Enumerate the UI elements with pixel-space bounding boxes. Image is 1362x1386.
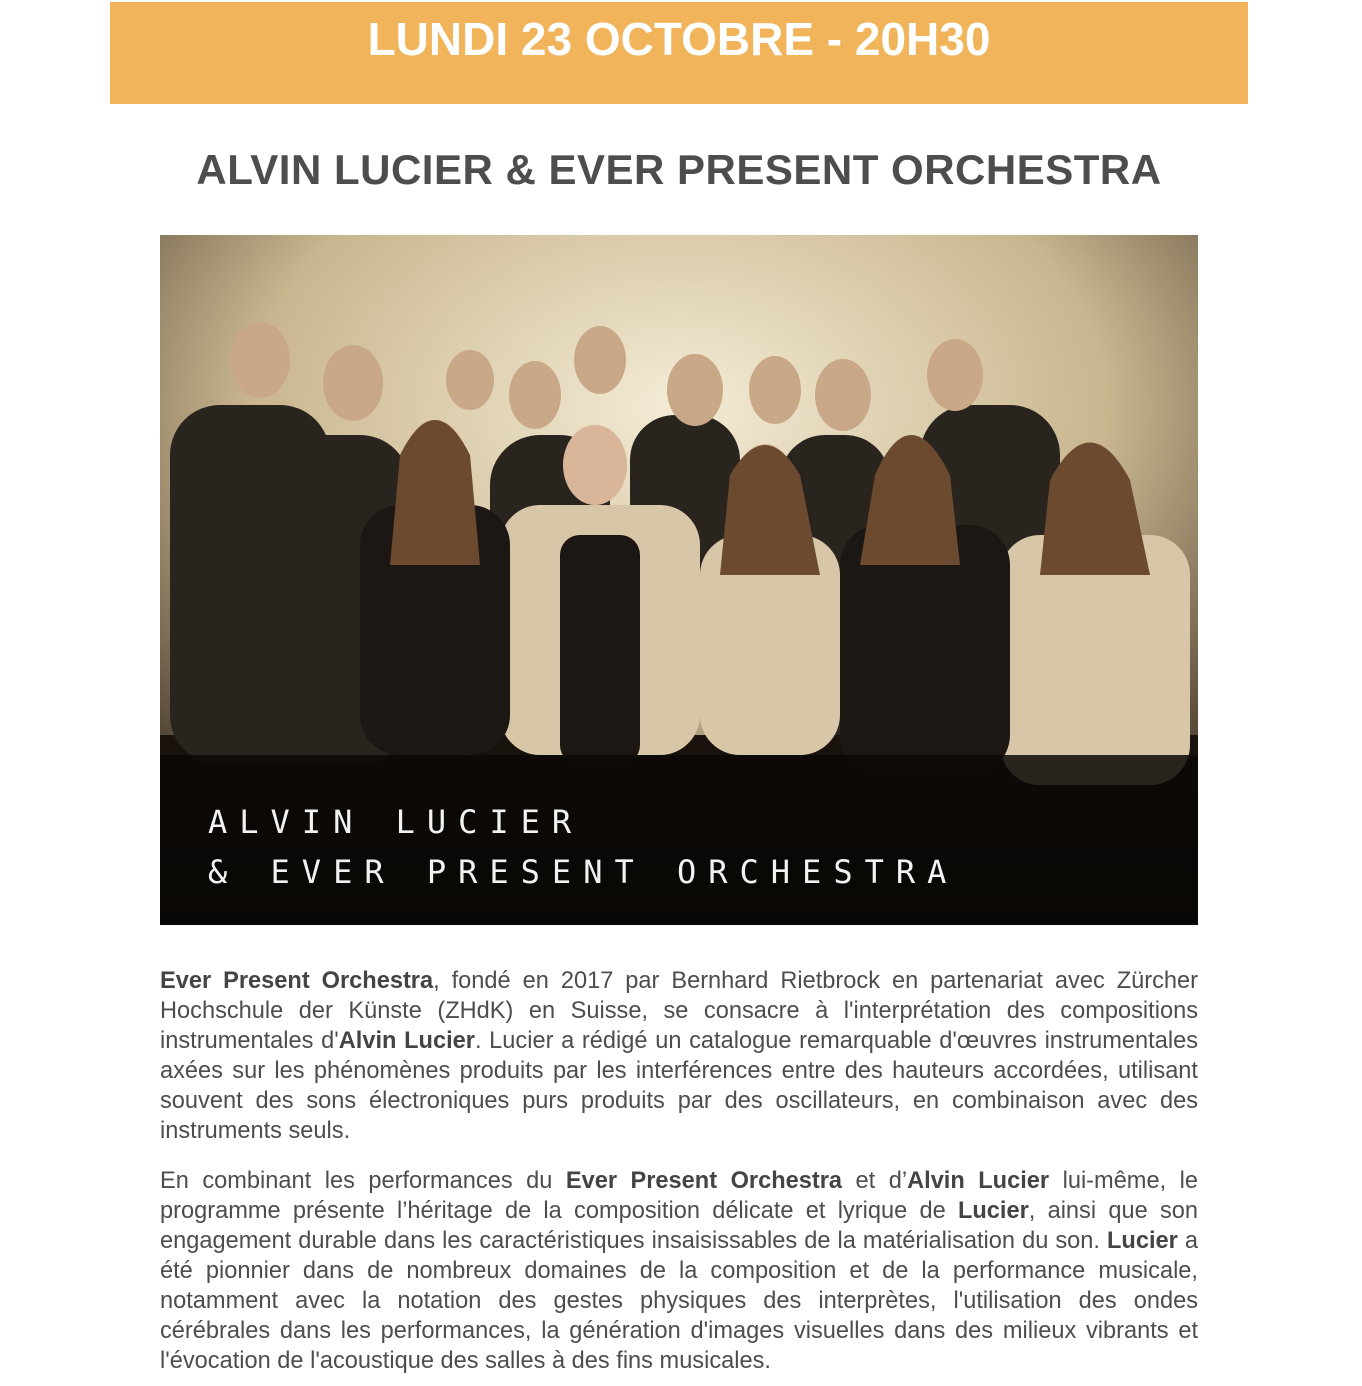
date-banner-text: LUNDI 23 OCTOBRE - 20H30	[367, 13, 991, 65]
text-span: lui-même, le programme présente l’héritage de la composition délicate et lyrique de	[160, 1168, 1199, 1224]
bold-orchestra: Ever Present Orchestra	[160, 968, 434, 994]
text-span: et d’	[842, 1168, 908, 1194]
date-banner	[110, 2, 1248, 104]
photo-caption-line1: ALVIN LUCIER	[208, 803, 584, 841]
photo-caption-line2: & EVER PRESENT ORCHESTRA	[208, 853, 959, 891]
bold-lucier: Lucier	[1107, 1228, 1178, 1254]
bold-lucier: Lucier	[957, 1198, 1029, 1224]
text-span: . Lucier a rédigé un catalogue remarquable d'œuvres instrumentales axées sur les phénomènes produits par les interférences entre des hauteurs accordées, utilisant souvent des sons électroniques purs produits par des oscillateurs, en combinaison avec des instruments seuls.	[160, 1028, 1198, 1144]
text-span: , fondé en 2017 par Bernhard Rietbrock en partenariat avec Zürcher Hochschule der Künste (ZHdK) en Suisse, se consacre à l'interprétation des compositions instrumentales d'	[160, 968, 1198, 1054]
description-paragraph-1	[160, 966, 1198, 1146]
bold-alvin-lucier: Alvin Lucier	[338, 1028, 475, 1054]
bold-orchestra: Ever Present Orchestra	[565, 1168, 843, 1194]
text-span: , ainsi que son engagement durable dans les caractéristiques insaisissables de la matérialisation du son.	[160, 1198, 1198, 1254]
group-photo	[160, 235, 1198, 925]
text-span: a été pionnier dans de nombreux domaines de la composition et de la performance musicale, notamment avec la notation des gestes physiques des interprètes, l'utilisation des ondes cérébrales dans les performances, la génération d'images visuelles dans des milieux vibrants et l'évocation de l'acoustique des salles à des fins musicales.	[160, 1228, 1198, 1374]
text-span: En combinant les performances du	[160, 1168, 566, 1194]
page-title: ALVIN LUCIER & EVER PRESENT ORCHESTRA	[196, 146, 1162, 193]
bold-alvin-lucier: Alvin Lucier	[907, 1168, 1050, 1194]
description-paragraph-2	[160, 1166, 1198, 1376]
